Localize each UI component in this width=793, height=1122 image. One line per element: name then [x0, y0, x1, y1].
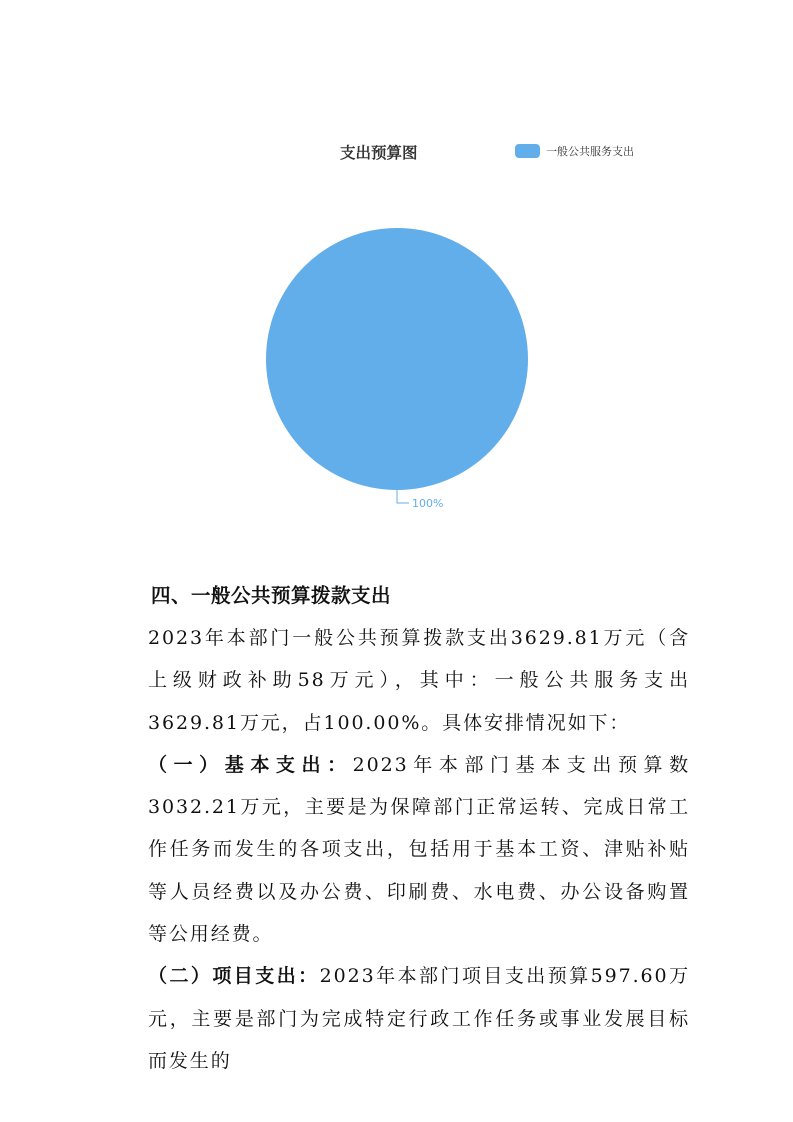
pie-leader-line: [397, 490, 409, 503]
project-expenditure-text: 2023年本部门项目支出预算597.60万元，主要是部门为完成特定行政工作任务或事业发展目标而发生的: [148, 965, 690, 1072]
intro-paragraph: 2023年本部门一般公共预算拨款支出3629.81万元（含上级财政补助58万元），其中：一般公共服务支出3629.81万元，占100.00%。具体安排情况如下：: [148, 627, 690, 734]
pie-slice-label: 100%: [412, 497, 444, 510]
section-body: [110, 617, 690, 1082]
basic-expenditure-text: 2023年本部门基本支出预算数3032.21万元，主要是为保障部门正常运转、完成日常工作任务而发生的各项支出，包括用于基本工资、津贴补贴等人员经费以及办公费、印刷费、水电费、办公设备购置等公用经费。: [148, 753, 691, 946]
project-expenditure-paragraph: [110, 955, 690, 1082]
basic-expenditure-paragraph: [110, 744, 690, 955]
project-expenditure-label: （二）项目支出：: [148, 965, 320, 988]
pie-slice[interactable]: [266, 228, 528, 490]
pie-chart: [0, 0, 793, 560]
legend-label: 一般公共服务支出: [546, 145, 634, 158]
basic-expenditure-label: （一）基本支出：: [148, 753, 353, 776]
section-heading: 四、一般公共预算拨款支出: [151, 584, 392, 607]
chart-title: 支出预算图: [340, 144, 418, 162]
